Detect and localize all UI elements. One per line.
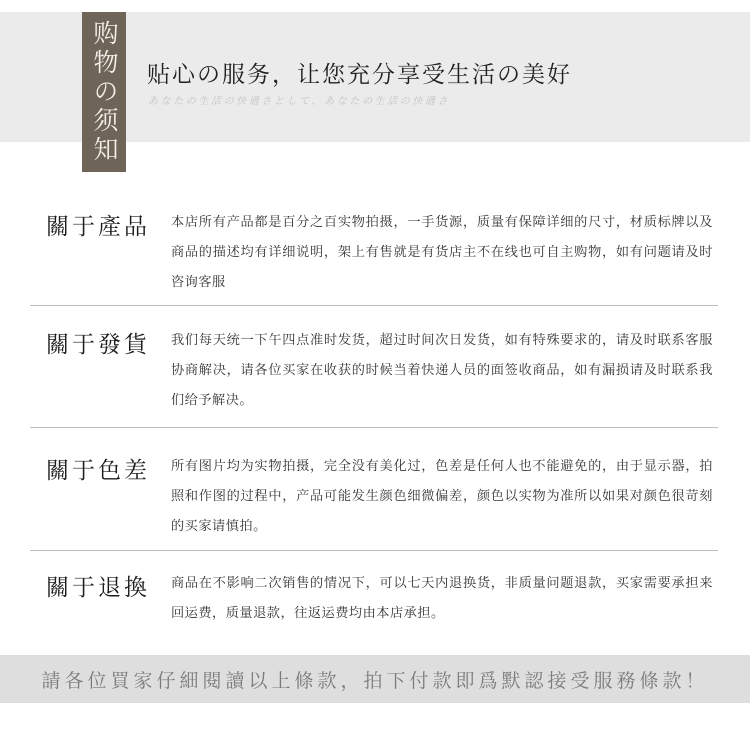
footer-notice: 請各位買家仔細閱讀以上條款，拍下付款即爲默認接受服務條款！ <box>0 655 750 703</box>
section-title: 關于產品 <box>46 214 150 240</box>
divider <box>30 305 718 306</box>
section-body: 我们每天统一下午四点准时发货，超过时间次日发货，如有特殊要求的，请及时联系客服协商解决，请各位买家在收获的时候当着快递人员的面签收商品，如有漏损请及时联系我们给予解决。 <box>171 333 713 408</box>
section-title: 關于退換 <box>46 575 150 601</box>
divider <box>30 427 718 428</box>
subheadline: あなたの生活の快適さとして、あなたの生活の快適さ <box>148 96 451 107</box>
headline: 贴心の服务，让您充分享受生活の美好 <box>147 62 572 88</box>
shopping-notice-tag: 购物の须知 <box>82 12 126 172</box>
section-body: 本店所有产品都是百分之百实物拍摄，一手货源，质量有保障详细的尺寸，材质标牌以及商品的描述均有详细说明，架上有售就是有货店主不在线也可自主购物，如有问题请及时咨询客服 <box>171 215 713 290</box>
divider <box>30 550 718 551</box>
section-body: 商品在不影响二次销售的情况下，可以七天内退换货，非质量问题退款，买家需要承担来回运费，质量退款，往返运费均由本店承担。 <box>171 576 713 621</box>
section-title: 關于發貨 <box>46 332 150 358</box>
section-title: 關于色差 <box>46 458 150 484</box>
section-body: 所有图片均为实物拍摄，完全没有美化过，色差是任何人也不能避免的，由于显示器，拍照和作图的过程中，产品可能发生颜色细微偏差，颜色以实物为准所以如果对颜色很苛刻的买家请慎拍。 <box>171 459 713 534</box>
